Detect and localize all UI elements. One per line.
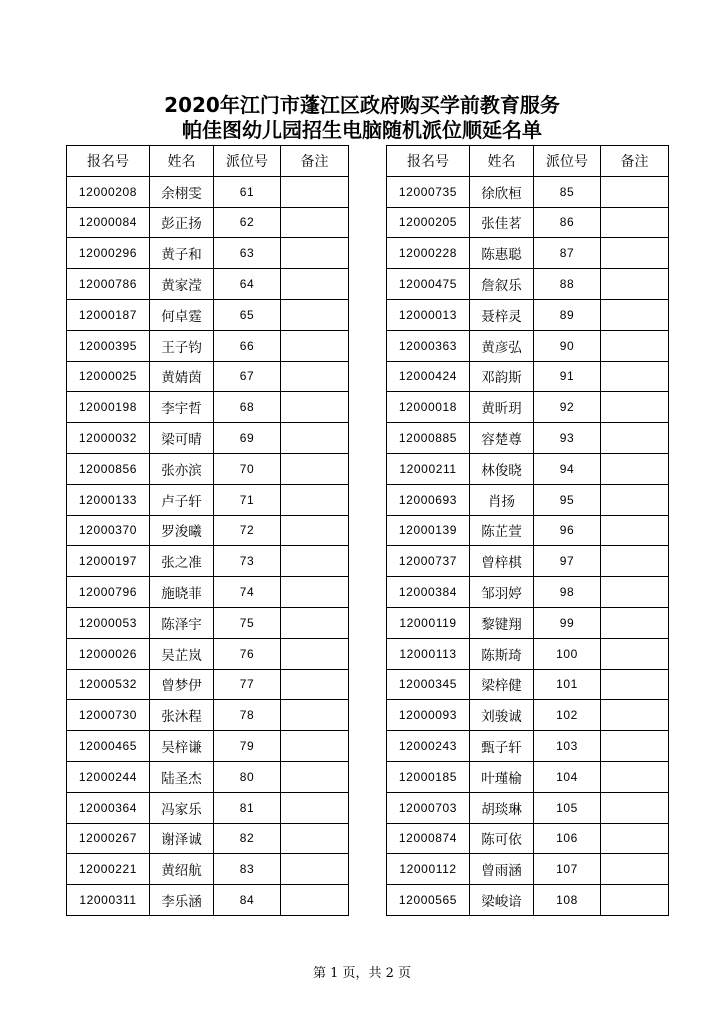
- remarks-cell: [281, 761, 349, 792]
- remarks-cell: [281, 269, 349, 300]
- name-cell: 容楚尊: [470, 423, 534, 454]
- remarks-cell: [601, 484, 669, 515]
- name-cell: 张佳茗: [470, 207, 534, 238]
- registration-number-cell: 12000053: [67, 607, 150, 638]
- registration-number-cell: 12000205: [387, 207, 470, 238]
- remarks-cell: [601, 453, 669, 484]
- header-name: 姓名: [150, 146, 214, 177]
- placement-number-cell: 73: [214, 546, 281, 577]
- placement-number-cell: 101: [534, 669, 601, 700]
- remarks-cell: [281, 638, 349, 669]
- header-placement-number: 派位号: [214, 146, 281, 177]
- table-row: [67, 176, 349, 207]
- registration-number-cell: 12000395: [67, 330, 150, 361]
- table-row: [67, 515, 349, 546]
- registration-number-cell: 12000475: [387, 269, 470, 300]
- registration-number-cell: 12000018: [387, 392, 470, 423]
- right-roster-table: [386, 145, 669, 916]
- page-footer: 第 1 页，共 2 页: [312, 966, 412, 981]
- table-row: [387, 607, 669, 638]
- registration-number-cell: 12000693: [387, 484, 470, 515]
- placement-number-cell: 90: [534, 330, 601, 361]
- remarks-cell: [601, 361, 669, 392]
- table-row: [387, 823, 669, 854]
- placement-number-cell: 89: [534, 299, 601, 330]
- name-cell: 罗浚曦: [150, 515, 214, 546]
- table-row: [67, 885, 349, 916]
- table-row: [387, 423, 669, 454]
- remarks-cell: [281, 823, 349, 854]
- name-cell: 陆圣杰: [150, 761, 214, 792]
- placement-number-cell: 102: [534, 700, 601, 731]
- remarks-cell: [281, 885, 349, 916]
- name-cell: 徐欣桓: [470, 176, 534, 207]
- registration-number-cell: 12000363: [387, 330, 470, 361]
- table-row: [387, 238, 669, 269]
- registration-number-cell: 12000885: [387, 423, 470, 454]
- registration-number-cell: 12000737: [387, 546, 470, 577]
- remarks-cell: [601, 823, 669, 854]
- registration-number-cell: 12000532: [67, 669, 150, 700]
- placement-number-cell: 95: [534, 484, 601, 515]
- remarks-cell: [281, 669, 349, 700]
- placement-number-cell: 106: [534, 823, 601, 854]
- placement-number-cell: 97: [534, 546, 601, 577]
- table-row: [387, 854, 669, 885]
- table-row: [67, 607, 349, 638]
- name-cell: 王子钧: [150, 330, 214, 361]
- registration-number-cell: 12000874: [387, 823, 470, 854]
- table-row: [387, 761, 669, 792]
- placement-number-cell: 68: [214, 392, 281, 423]
- placement-number-cell: 98: [534, 577, 601, 608]
- placement-number-cell: 88: [534, 269, 601, 300]
- table-row: [387, 731, 669, 762]
- placement-number-cell: 67: [214, 361, 281, 392]
- document-title: 2020年江门市蓬江区政府购买学前教育服务: [164, 93, 560, 117]
- name-cell: 卢子轩: [150, 484, 214, 515]
- name-cell: 张沐程: [150, 700, 214, 731]
- registration-number-cell: 12000197: [67, 546, 150, 577]
- name-cell: 叶瑾榆: [470, 761, 534, 792]
- placement-number-cell: 78: [214, 700, 281, 731]
- placement-number-cell: 84: [214, 885, 281, 916]
- placement-number-cell: 104: [534, 761, 601, 792]
- placement-number-cell: 103: [534, 731, 601, 762]
- table-row: [387, 700, 669, 731]
- remarks-cell: [281, 515, 349, 546]
- placement-number-cell: 72: [214, 515, 281, 546]
- remarks-cell: [281, 176, 349, 207]
- name-cell: 林俊晓: [470, 453, 534, 484]
- name-cell: 梁可晴: [150, 423, 214, 454]
- name-cell: 黄子和: [150, 238, 214, 269]
- table-row: [67, 453, 349, 484]
- registration-number-cell: 12000296: [67, 238, 150, 269]
- name-cell: 陈泽宇: [150, 607, 214, 638]
- table-row: [387, 885, 669, 916]
- remarks-cell: [281, 392, 349, 423]
- registration-number-cell: 12000244: [67, 761, 150, 792]
- name-cell: 黄家滢: [150, 269, 214, 300]
- registration-number-cell: 12000796: [67, 577, 150, 608]
- remarks-cell: [281, 423, 349, 454]
- name-cell: 黄彦弘: [470, 330, 534, 361]
- remarks-cell: [281, 577, 349, 608]
- table-row: [67, 854, 349, 885]
- table-row: [67, 484, 349, 515]
- table-row: [387, 176, 669, 207]
- remarks-cell: [601, 885, 669, 916]
- placement-number-cell: 83: [214, 854, 281, 885]
- placement-number-cell: 105: [534, 792, 601, 823]
- placement-number-cell: 74: [214, 577, 281, 608]
- remarks-cell: [601, 238, 669, 269]
- name-cell: 何卓霆: [150, 299, 214, 330]
- registration-number-cell: 12000370: [67, 515, 150, 546]
- registration-number-cell: 12000208: [67, 176, 150, 207]
- remarks-cell: [601, 638, 669, 669]
- placement-number-cell: 64: [214, 269, 281, 300]
- remarks-cell: [281, 792, 349, 823]
- header-registration-number: 报名号: [387, 146, 470, 177]
- name-cell: 曾梦伊: [150, 669, 214, 700]
- table-row: [67, 330, 349, 361]
- placement-number-cell: 66: [214, 330, 281, 361]
- registration-number-cell: 12000243: [387, 731, 470, 762]
- table-row: [67, 731, 349, 762]
- header-registration-number: 报名号: [67, 146, 150, 177]
- placement-number-cell: 63: [214, 238, 281, 269]
- remarks-cell: [601, 700, 669, 731]
- table-row: [67, 823, 349, 854]
- placement-number-cell: 93: [534, 423, 601, 454]
- table-row: [67, 238, 349, 269]
- table-row: [387, 484, 669, 515]
- placement-number-cell: 91: [534, 361, 601, 392]
- remarks-cell: [601, 607, 669, 638]
- table-row: [67, 761, 349, 792]
- placement-number-cell: 100: [534, 638, 601, 669]
- registration-number-cell: 12000185: [387, 761, 470, 792]
- header-row: [67, 146, 349, 177]
- table-row: [67, 577, 349, 608]
- placement-number-cell: 86: [534, 207, 601, 238]
- remarks-cell: [601, 423, 669, 454]
- registration-number-cell: 12000311: [67, 885, 150, 916]
- table-row: [67, 546, 349, 577]
- registration-number-cell: 12000267: [67, 823, 150, 854]
- table-row: [67, 638, 349, 669]
- table-row: [387, 361, 669, 392]
- name-cell: 聂梓灵: [470, 299, 534, 330]
- name-cell: 曾雨涵: [470, 854, 534, 885]
- placement-number-cell: 82: [214, 823, 281, 854]
- header-remarks: 备注: [601, 146, 669, 177]
- placement-number-cell: 81: [214, 792, 281, 823]
- registration-number-cell: 12000856: [67, 453, 150, 484]
- placement-number-cell: 96: [534, 515, 601, 546]
- table-row: [67, 700, 349, 731]
- registration-number-cell: 12000026: [67, 638, 150, 669]
- table-row: [387, 453, 669, 484]
- remarks-cell: [601, 176, 669, 207]
- remarks-cell: [601, 299, 669, 330]
- registration-number-cell: 12000730: [67, 700, 150, 731]
- table-row: [67, 361, 349, 392]
- name-cell: 邓韵斯: [470, 361, 534, 392]
- remarks-cell: [601, 854, 669, 885]
- name-cell: 陈可依: [470, 823, 534, 854]
- placement-number-cell: 70: [214, 453, 281, 484]
- placement-number-cell: 94: [534, 453, 601, 484]
- remarks-cell: [281, 607, 349, 638]
- document-subtitle: 帕佳图幼儿园招生电脑随机派位顺延名单: [182, 118, 542, 142]
- header-row: [387, 146, 669, 177]
- table-row: [387, 638, 669, 669]
- remarks-cell: [601, 731, 669, 762]
- registration-number-cell: 12000703: [387, 792, 470, 823]
- placement-number-cell: 79: [214, 731, 281, 762]
- remarks-cell: [601, 792, 669, 823]
- remarks-cell: [281, 546, 349, 577]
- placement-number-cell: 92: [534, 392, 601, 423]
- registration-number-cell: 12000345: [387, 669, 470, 700]
- registration-number-cell: 12000113: [387, 638, 470, 669]
- registration-number-cell: 12000465: [67, 731, 150, 762]
- placement-number-cell: 107: [534, 854, 601, 885]
- table-row: [67, 792, 349, 823]
- table-row: [67, 269, 349, 300]
- registration-number-cell: 12000228: [387, 238, 470, 269]
- registration-number-cell: 12000211: [387, 453, 470, 484]
- remarks-cell: [601, 207, 669, 238]
- table-row: [387, 392, 669, 423]
- registration-number-cell: 12000187: [67, 299, 150, 330]
- name-cell: 余栩雯: [150, 176, 214, 207]
- registration-number-cell: 12000735: [387, 176, 470, 207]
- registration-number-cell: 12000565: [387, 885, 470, 916]
- name-cell: 黄绍航: [150, 854, 214, 885]
- remarks-cell: [601, 669, 669, 700]
- placement-number-cell: 62: [214, 207, 281, 238]
- remarks-cell: [601, 392, 669, 423]
- remarks-cell: [601, 761, 669, 792]
- table-row: [387, 207, 669, 238]
- name-cell: 梁峻谙: [470, 885, 534, 916]
- table-row: [67, 423, 349, 454]
- name-cell: 黄昕玥: [470, 392, 534, 423]
- name-cell: 黎键翔: [470, 607, 534, 638]
- left-table-body: [67, 176, 349, 915]
- name-cell: 曾梓棋: [470, 546, 534, 577]
- registration-number-cell: 12000032: [67, 423, 150, 454]
- name-cell: 刘骏诚: [470, 700, 534, 731]
- registration-number-cell: 12000119: [387, 607, 470, 638]
- header-name: 姓名: [470, 146, 534, 177]
- name-cell: 冯家乐: [150, 792, 214, 823]
- table-row: [387, 577, 669, 608]
- registration-number-cell: 12000013: [387, 299, 470, 330]
- registration-number-cell: 12000221: [67, 854, 150, 885]
- header-remarks: 备注: [281, 146, 349, 177]
- name-cell: 胡琰琳: [470, 792, 534, 823]
- registration-number-cell: 12000093: [387, 700, 470, 731]
- remarks-cell: [281, 330, 349, 361]
- table-row: [387, 669, 669, 700]
- name-cell: 邹羽婷: [470, 577, 534, 608]
- name-cell: 肖扬: [470, 484, 534, 515]
- name-cell: 谢泽诚: [150, 823, 214, 854]
- placement-number-cell: 80: [214, 761, 281, 792]
- remarks-cell: [281, 238, 349, 269]
- name-cell: 詹叙乐: [470, 269, 534, 300]
- placement-number-cell: 71: [214, 484, 281, 515]
- placement-number-cell: 85: [534, 176, 601, 207]
- name-cell: 梁梓健: [470, 669, 534, 700]
- remarks-cell: [601, 546, 669, 577]
- registration-number-cell: 12000112: [387, 854, 470, 885]
- name-cell: 李乐涵: [150, 885, 214, 916]
- name-cell: 吴梓谦: [150, 731, 214, 762]
- name-cell: 黄婧茵: [150, 361, 214, 392]
- placement-number-cell: 77: [214, 669, 281, 700]
- placement-number-cell: 99: [534, 607, 601, 638]
- name-cell: 陈惠聪: [470, 238, 534, 269]
- remarks-cell: [601, 577, 669, 608]
- table-row: [67, 392, 349, 423]
- registration-number-cell: 12000424: [387, 361, 470, 392]
- remarks-cell: [281, 700, 349, 731]
- name-cell: 陈芷萱: [470, 515, 534, 546]
- registration-number-cell: 12000786: [67, 269, 150, 300]
- placement-number-cell: 76: [214, 638, 281, 669]
- placement-number-cell: 75: [214, 607, 281, 638]
- registration-number-cell: 12000084: [67, 207, 150, 238]
- table-row: [387, 299, 669, 330]
- placement-number-cell: 69: [214, 423, 281, 454]
- placement-number-cell: 65: [214, 299, 281, 330]
- registration-number-cell: 12000139: [387, 515, 470, 546]
- registration-number-cell: 12000364: [67, 792, 150, 823]
- name-cell: 李宇哲: [150, 392, 214, 423]
- placement-number-cell: 108: [534, 885, 601, 916]
- remarks-cell: [281, 854, 349, 885]
- table-row: [387, 546, 669, 577]
- table-row: [387, 792, 669, 823]
- remarks-cell: [601, 269, 669, 300]
- table-row: [387, 330, 669, 361]
- placement-number-cell: 87: [534, 238, 601, 269]
- remarks-cell: [601, 330, 669, 361]
- name-cell: 彭正扬: [150, 207, 214, 238]
- remarks-cell: [281, 299, 349, 330]
- table-row: [67, 299, 349, 330]
- name-cell: 施晓菲: [150, 577, 214, 608]
- name-cell: 张之准: [150, 546, 214, 577]
- registration-number-cell: 12000025: [67, 361, 150, 392]
- registration-number-cell: 12000384: [387, 577, 470, 608]
- name-cell: 张亦滨: [150, 453, 214, 484]
- name-cell: 陈斯琦: [470, 638, 534, 669]
- remarks-cell: [281, 453, 349, 484]
- placement-number-cell: 61: [214, 176, 281, 207]
- right-table-body: [387, 176, 669, 915]
- table-row: [387, 515, 669, 546]
- name-cell: 甄子轩: [470, 731, 534, 762]
- table-row: [387, 269, 669, 300]
- remarks-cell: [281, 207, 349, 238]
- name-cell: 吴芷岚: [150, 638, 214, 669]
- table-row: [67, 669, 349, 700]
- registration-number-cell: 12000133: [67, 484, 150, 515]
- header-placement-number: 派位号: [534, 146, 601, 177]
- left-roster-table: [66, 145, 349, 916]
- table-row: [67, 207, 349, 238]
- remarks-cell: [281, 484, 349, 515]
- remarks-cell: [601, 515, 669, 546]
- remarks-cell: [281, 361, 349, 392]
- registration-number-cell: 12000198: [67, 392, 150, 423]
- remarks-cell: [281, 731, 349, 762]
